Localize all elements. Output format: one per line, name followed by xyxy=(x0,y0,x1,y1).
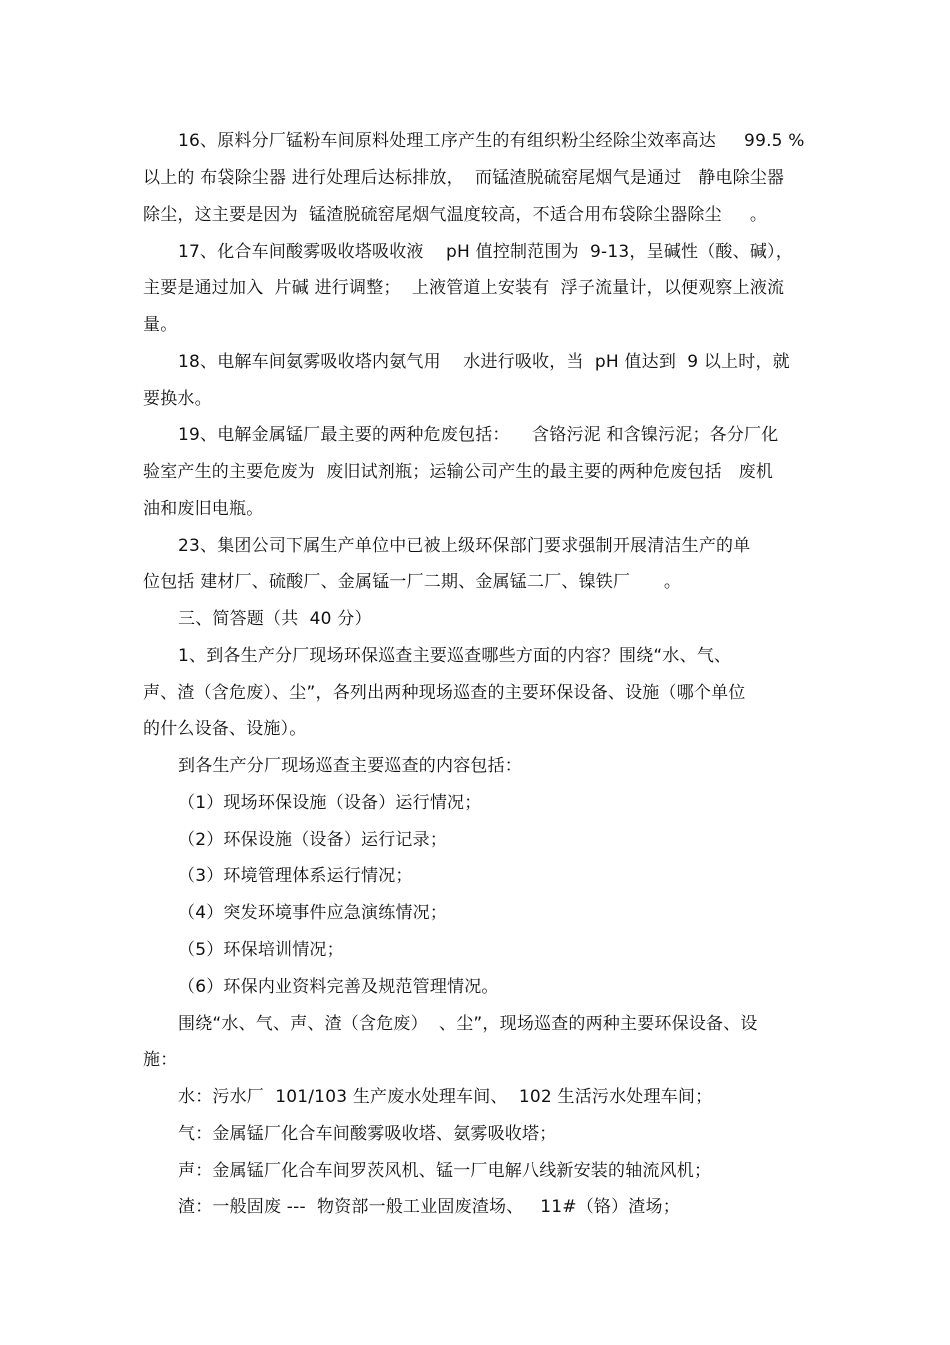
text-line: 以上的 布袋除尘器 进行处理后达标排放， 而锰渣脱硫窑尾烟气是通过 静电除尘器 xyxy=(143,168,785,188)
text-line: 除尘，这主要是因为 锰渣脱硫窑尾烟气温度较高，不适合用布袋除尘器除尘 。 xyxy=(143,205,768,225)
text-line: 的什么设备、设施）。 xyxy=(143,719,307,739)
text-line: 验室产生的主要危废为 废旧试剂瓶；运输公司产生的最主要的两种危废包括 废机 xyxy=(143,462,774,482)
text-line: 量。 xyxy=(143,315,178,335)
text-line: 18、电解车间氨雾吸收塔内氨气用 水进行吸收，当 pH 值达到 9 以上时，就 xyxy=(178,352,790,372)
text-line: 油和废旧电瓶。 xyxy=(143,499,264,519)
text-line: 施： xyxy=(143,1050,178,1070)
text-line: 16、原料分厂锰粉车间原料处理工序产生的有组织粉尘经除尘效率高达 99.5 % xyxy=(178,131,805,151)
text-line: 渣：一般固废 --- 物资部一般工业固废渣场、 11#（铬）渣场； xyxy=(178,1197,680,1217)
list-item: （1）现场环保设施（设备）运行情况； xyxy=(178,793,482,813)
text-line: 位包括 建材厂、硫酸厂、金属锰一厂二期、金属锰二厂、镍铁厂 。 xyxy=(143,572,682,592)
list-item: （3）环境管理体系运行情况； xyxy=(178,866,413,886)
list-item: （2）环保设施（设备）运行记录； xyxy=(178,830,448,850)
text-line: 主要是通过加入 片碱 进行调整； 上液管道上安装有 浮子流量计，以便观察上液流 xyxy=(143,278,785,298)
text-line: 19、电解金属锰厂最主要的两种危废包括： 含铬污泥 和含镍污泥；各分厂化 xyxy=(178,425,779,445)
list-item: （4）突发环境事件应急演练情况； xyxy=(178,903,448,923)
text-line: 17、化合车间酸雾吸收塔吸收液 pH 值控制范围为 9-13，呈碱性（酸、碱）， xyxy=(178,242,793,262)
text-line: 1、到各生产分厂现场环保巡查主要巡查哪些方面的内容？围绕“水、气、 xyxy=(178,646,732,666)
text-line: 气：金属锰厂化合车间酸雾吸收塔、氨雾吸收塔； xyxy=(178,1124,557,1144)
text-line: 23、集团公司下属生产单位中已被上级环保部门要求强制开展清洁生产的单 xyxy=(178,536,751,556)
list-item: （5）环保培训情况； xyxy=(178,940,344,960)
text-line: 声：金属锰厂化合车间罗茨风机、锰一厂电解八线新安装的轴流风机； xyxy=(178,1161,712,1181)
text-line: 声、渣（含危废）、尘”，各列出两种现场巡查的主要环保设备、设施（哪个单位 xyxy=(143,683,746,703)
text-line: 围绕“水、气、声、渣（含危废） 、尘”，现场巡查的两种主要环保设备、设 xyxy=(178,1014,758,1034)
text-line: 水：污水厂 101/103 生产废水处理车间、 102 生活污水处理车间； xyxy=(178,1087,713,1107)
text-line: 到各生产分厂现场巡查主要巡查的内容包括： xyxy=(178,756,522,776)
text-line: 要换水。 xyxy=(143,389,212,409)
section-heading: 三、简答题（共 40 分） xyxy=(178,609,372,629)
list-item: （6）环保内业资料完善及规范管理情况。 xyxy=(178,977,499,997)
